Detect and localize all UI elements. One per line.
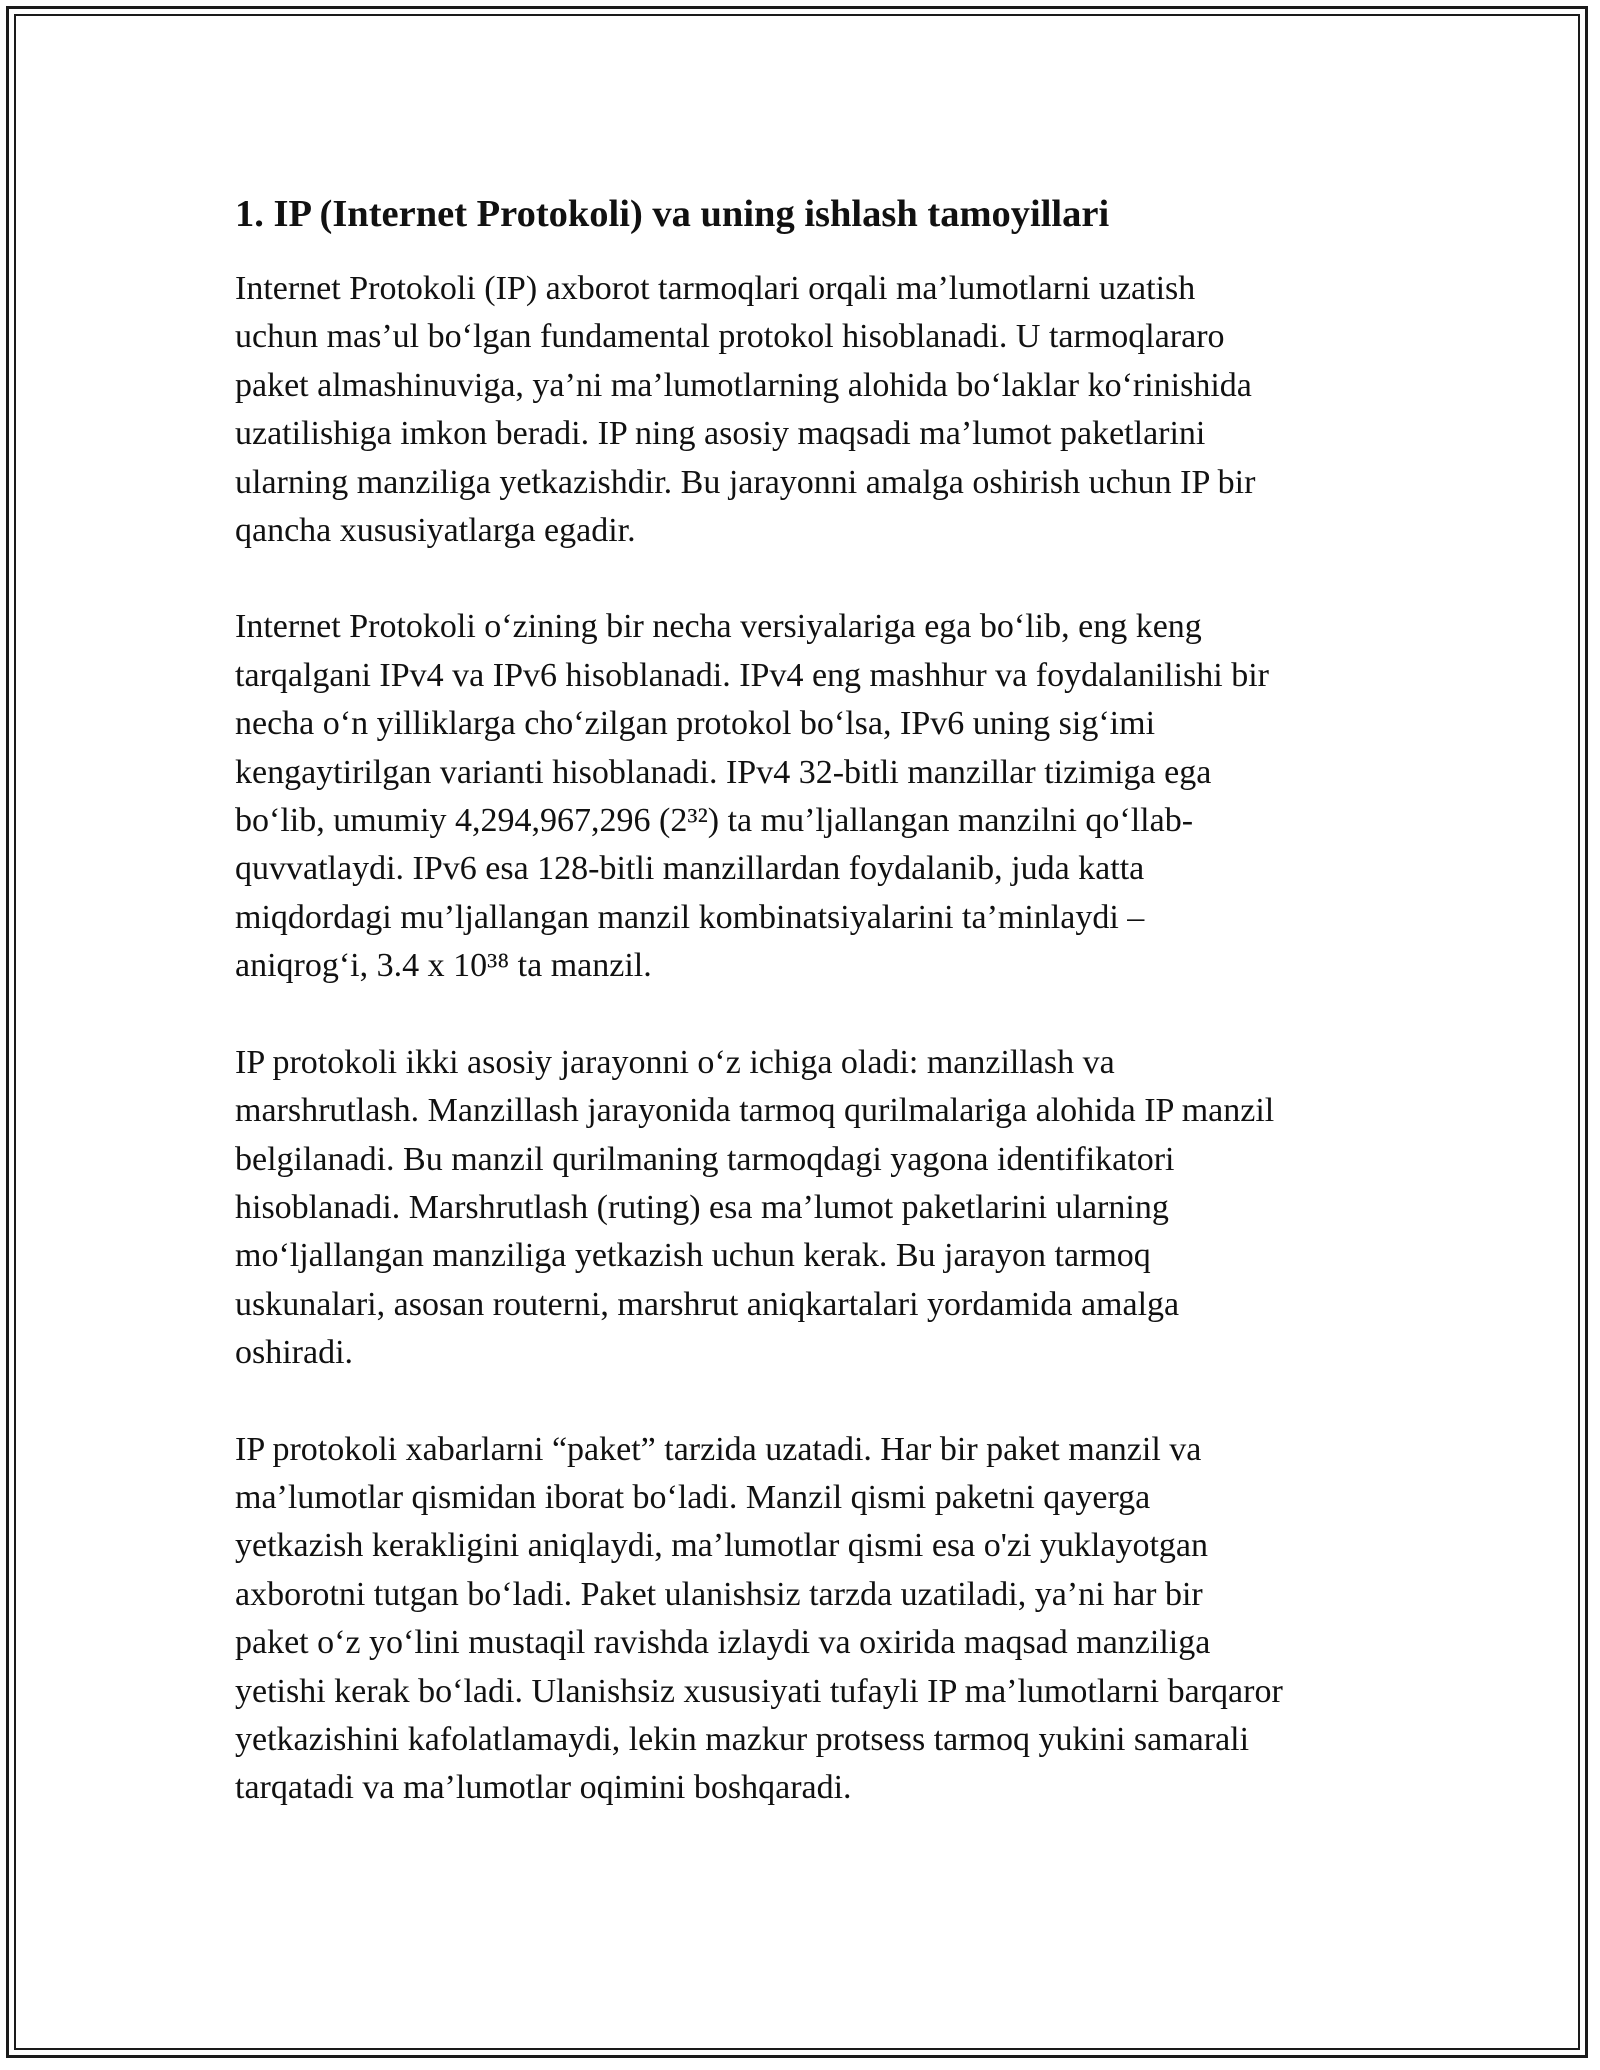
document-body xyxy=(235,185,1375,1861)
text-line: yetishi kerak bo‘ladi. Ulanishsiz xususiyati tufayli IP ma’lumotlarni barqaror xyxy=(235,1672,1283,1710)
paragraph-ip-addressing-routing xyxy=(235,1039,1375,1378)
text-line: hisoblanadi. Marshrutlash (ruting) esa ma’lumot paketlarini ularning xyxy=(235,1188,1169,1226)
text-line: tarqalgani IPv4 va IPv6 hisoblanadi. IPv4 eng mashhur va foydalanilishi bir xyxy=(235,656,1269,694)
text-line: yetkazish kerakligini aniqlaydi, ma’lumotlar qismi esa o'zi yuklayotgan xyxy=(235,1527,1208,1565)
text-line: necha o‘n yilliklarga cho‘zilgan protokol bo‘lsa, IPv6 uning sig‘imi xyxy=(235,705,1156,743)
text-line: paket almashinuviga, ya’ni ma’lumotlarning alohida bo‘laklar ko‘rinishida xyxy=(235,366,1252,404)
text-line: uchun mas’ul bo‘lgan fundamental protokol hisoblanadi. U tarmoqlararo xyxy=(235,318,1225,356)
text-line: axborotni tutgan bo‘ladi. Paket ulanishsiz tarzda uzatiladi, ya’ni har bir xyxy=(235,1575,1203,1613)
paragraph-ip-versions xyxy=(235,603,1375,990)
text-line: uskunalari, asosan routerni, marshrut aniqkartalari yordamida amalga xyxy=(235,1285,1180,1323)
text-line: yetkazishini kafolatlamaydi, lekin mazkur protsess tarmoq yukini samarali xyxy=(235,1720,1250,1758)
paragraph-ip-packets xyxy=(235,1426,1375,1813)
text-line: quvvatlaydi. IPv6 esa 128-bitli manzillardan foydalanib, juda katta xyxy=(235,850,1145,888)
text-line: ularning manziliga yetkazishdir. Bu jarayonni amalga oshirish uchun IP bir xyxy=(235,463,1256,501)
text-line: aniqrog‘i, 3.4 x 10³⁸ ta manzil. xyxy=(235,947,652,985)
text-line: ma’lumotlar qismidan iborat bo‘ladi. Manzil qismi paketni qayerga xyxy=(235,1478,1151,1516)
text-line: tarqatadi va ma’lumotlar oqimini boshqaradi. xyxy=(235,1769,852,1807)
text-line: oshiradi. xyxy=(235,1334,354,1372)
text-line: IP protokoli ikki asosiy jarayonni o‘z ichiga oladi: manzillash va xyxy=(235,1043,1115,1081)
paragraph-ip-intro xyxy=(235,265,1375,555)
text-line: qancha xususiyatlarga egadir. xyxy=(235,512,636,550)
text-line: paket o‘z yo‘lini mustaqil ravishda izlaydi va oxirida maqsad manziliga xyxy=(235,1624,1211,1662)
text-line: marshrutlash. Manzillash jarayonida tarmoq qurilmalariga alohida IP manzil xyxy=(235,1092,1275,1130)
text-line: mo‘ljallangan manziliga yetkazish uchun kerak. Bu jarayon tarmoq xyxy=(235,1237,1151,1275)
text-line: uzatilishiga imkon beradi. IP ning asosiy maqsadi ma’lumot paketlarini xyxy=(235,415,1206,453)
section-heading: 1. IP (Internet Protokoli) va uning ishlash tamoyillari xyxy=(235,193,1110,235)
text-line: IP protokoli xabarlarni “paket” tarzida uzatadi. Har bir paket manzil va xyxy=(235,1430,1202,1468)
text-line: kengaytirilgan varianti hisoblanadi. IPv4 32-bitli manzillar tizimiga ega xyxy=(235,753,1212,791)
text-line: bo‘lib, umumiy 4,294,967,296 (2³²) ta mu’ljallangan manzilni qo‘llab- xyxy=(235,802,1194,840)
text-line: Internet Protokoli (IP) axborot tarmoqlari orqali ma’lumotlarni uzatish xyxy=(235,270,1196,307)
text-line: belgilanadi. Bu manzil qurilmaning tarmoqdagi yagona identifikatori xyxy=(235,1140,1175,1178)
text-line: Internet Protokoli o‘zining bir necha versiyalariga ega bo‘lib, eng keng xyxy=(235,608,1202,646)
text-line: miqdordagi mu’ljallangan manzil kombinatsiyalarini ta’minlaydi – xyxy=(235,898,1145,936)
